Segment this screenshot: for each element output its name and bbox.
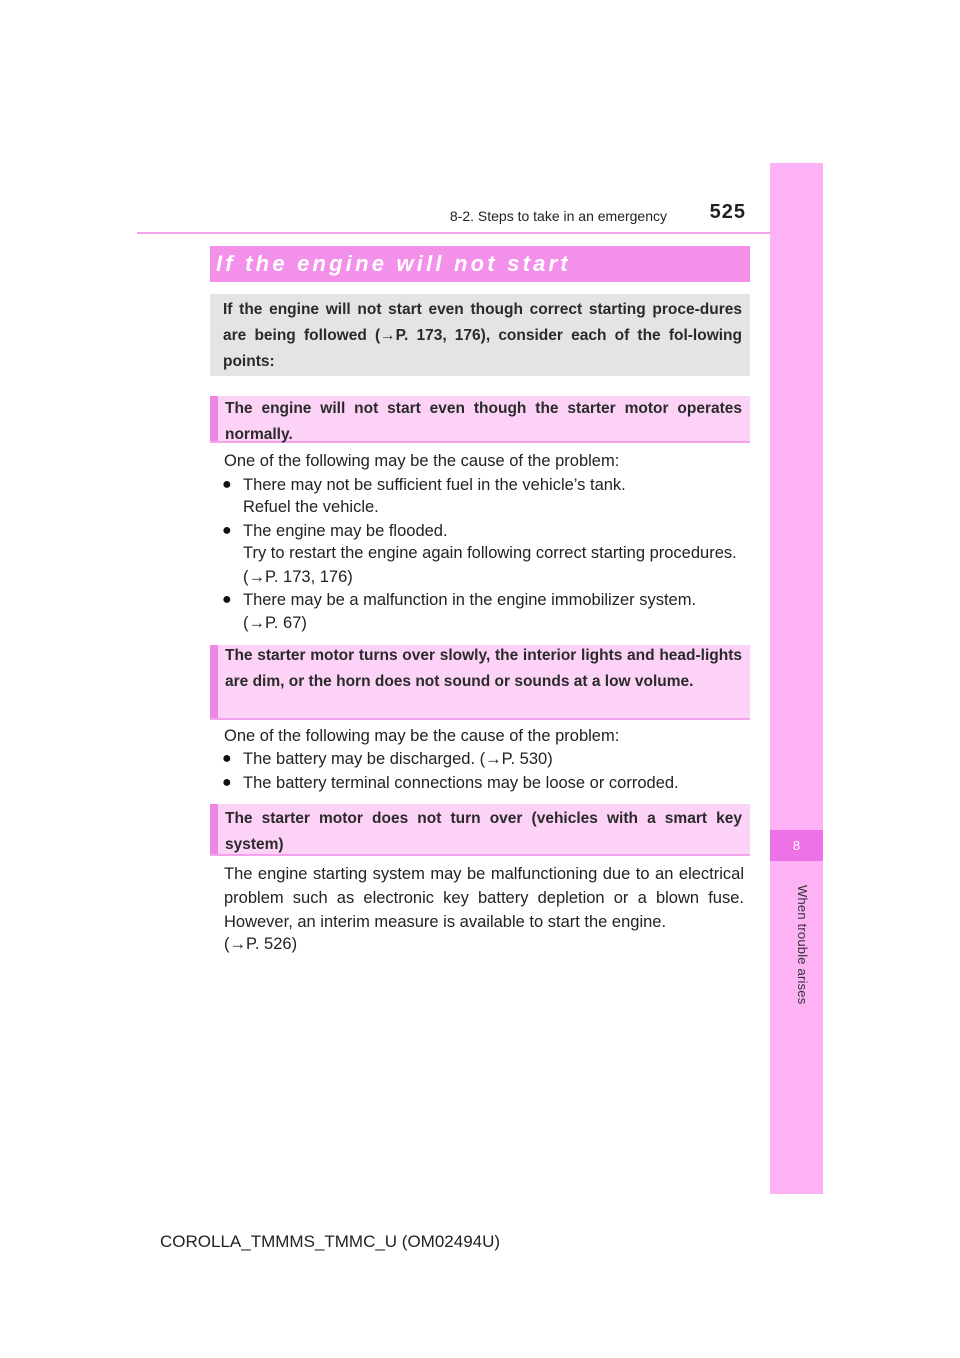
bullet-dot-icon: ● — [222, 476, 232, 493]
chapter-title: When trouble arises — [795, 885, 810, 1005]
section1-bullet1-line2: Refuel the vehicle. — [243, 498, 379, 516]
section-label: 8-2. Steps to take in an emergency — [449, 208, 667, 224]
bullet-dot-icon: ● — [222, 774, 232, 791]
section1-bullet2-line2: Try to restart the engine again following correct starting procedures. — [243, 544, 737, 562]
footer-text: COROLLA_TMMMS_TMMC_U (OM02494U) — [160, 1232, 501, 1251]
section1-bullet3-line1: There may be a malfunction in the engine immobilizer system. — [243, 591, 697, 609]
section1-bullet2-line3: (→P. 173, 176) — [243, 568, 353, 586]
page-title: If the engine will not start — [216, 251, 571, 276]
subheading-3: The starter motor does not turn over (vehicles with a smart key system) — [225, 810, 742, 853]
section3-ref: (→P. 526) — [224, 935, 298, 953]
subheading-underline-2 — [210, 718, 750, 720]
section3-body: The engine starting system may be malfunctioning due to an electrical problem such as electronic key battery depletion or a blown fuse. However, an interim measure is available to start the engine. — [224, 865, 744, 931]
section2-lead: One of the following may be the cause of the problem: — [224, 727, 620, 745]
section2-bullet2: The battery terminal connections may be loose or corroded. — [243, 774, 679, 792]
header-rule — [137, 232, 823, 234]
subheading-2: The starter motor turns over slowly, the interior lights and head-lights are dim, or the horn does not sound or sounds at a low volume. — [225, 647, 742, 690]
section1-lead: One of the following may be the cause of the problem: — [224, 452, 620, 470]
subheading-1: The engine will not start even though the starter motor operates normally. — [225, 400, 742, 443]
section1-bullet3-line2: (→P. 67) — [243, 614, 307, 632]
section1-bullet1-line1: There may not be sufficient fuel in the vehicle’s tank. — [243, 476, 626, 494]
intro-text: If the engine will not start even though correct starting proce-dures are being followed (→P. 173, 176), consider each of the fol-lowing points: — [223, 301, 742, 370]
section1-bullet2-line1: The engine may be flooded. — [243, 522, 448, 540]
bullet-dot-icon: ● — [222, 522, 232, 539]
page-number: 525 — [709, 201, 746, 223]
bullet-dot-icon: ● — [222, 750, 232, 767]
chapter-number: 8 — [792, 838, 801, 853]
section2-bullet1: The battery may be discharged. (→P. 530) — [243, 750, 553, 768]
bullet-dot-icon: ● — [222, 591, 232, 608]
chapter-side-strip — [770, 163, 823, 1194]
